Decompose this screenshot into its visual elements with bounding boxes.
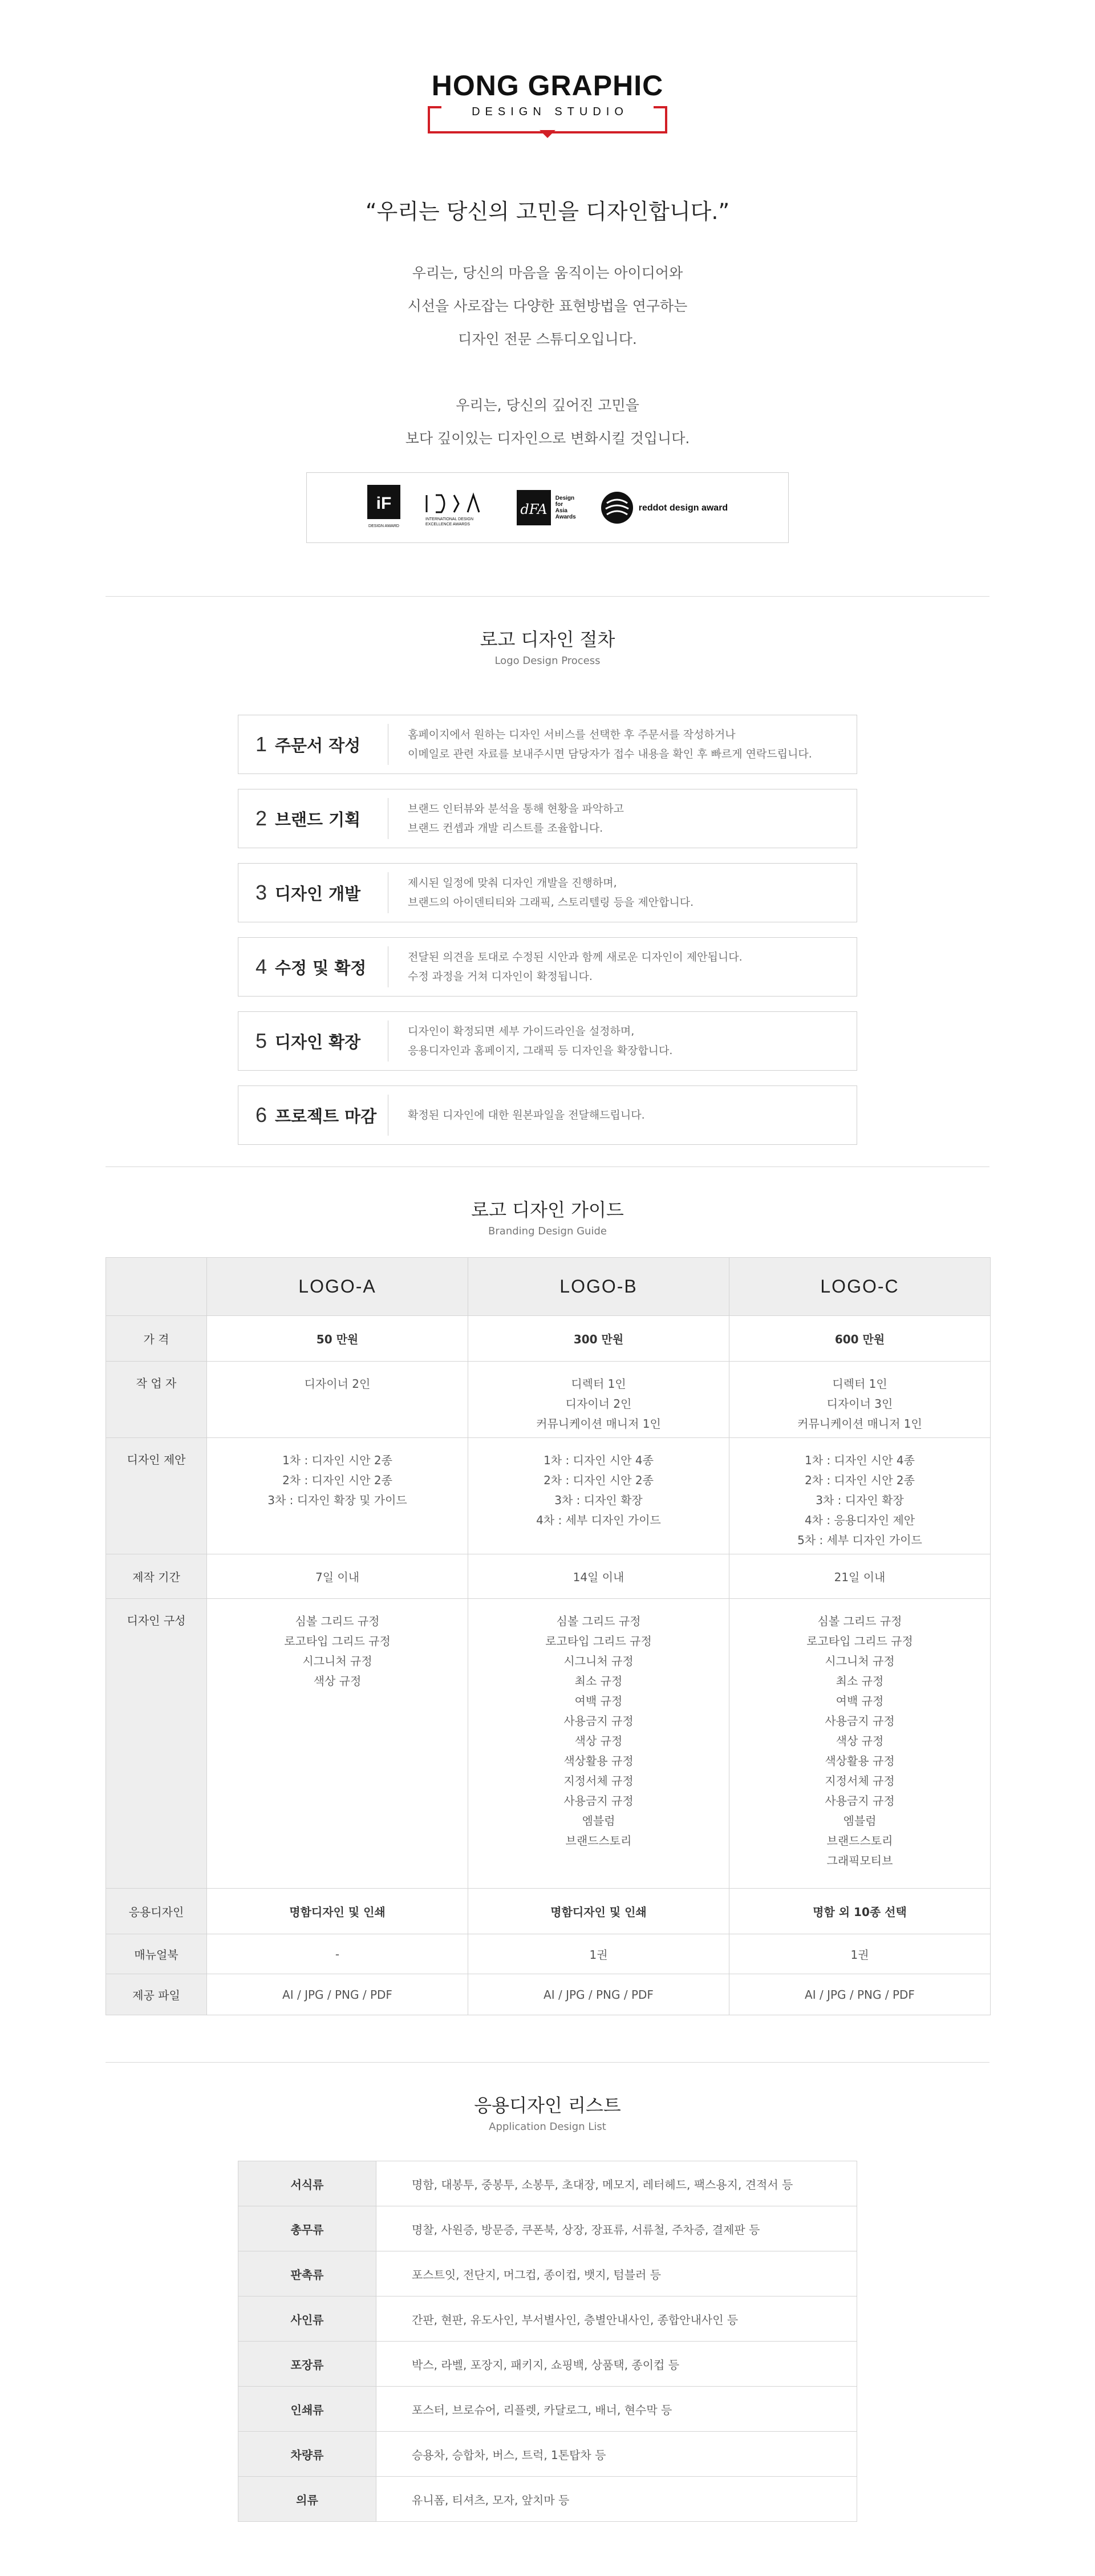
table-row (238, 2251, 857, 2296)
cell-line: 여백 규정 (836, 1694, 884, 1708)
category-items: 유니폼, 티셔츠, 모자, 앞치마 등 (376, 2477, 857, 2522)
guide-header-row (106, 1258, 991, 1316)
intro-line: 디자인 전문 스튜디오입니다. (458, 331, 637, 347)
table-cell (207, 1362, 468, 1438)
step-head (238, 1103, 388, 1127)
cell-line: 사용금지 규정 (563, 1714, 634, 1728)
table-row (106, 1889, 991, 1934)
if-award-icon (367, 485, 400, 530)
hero-intro (0, 257, 1095, 455)
brand-subtitle: DESIGN STUDIO (472, 106, 628, 118)
table-row (238, 2206, 857, 2251)
step-desc-line: 이메일로 관련 자료를 보내주시면 담당자가 접수 내용을 확인 후 빠르게 연락드립니다. (408, 748, 812, 760)
category-label: 총무류 (238, 2206, 376, 2251)
process-step (238, 863, 857, 922)
if-award-logo (367, 485, 400, 530)
svg-text:iF: iF (376, 494, 392, 513)
cell-line: 3차 : 디자인 확장 (816, 1493, 904, 1507)
table-cell: - (207, 1934, 468, 1974)
process-step (238, 715, 857, 774)
step-name: 주문서 작성 (275, 736, 361, 755)
table-cell (729, 1438, 991, 1554)
process-steps (238, 715, 857, 1160)
category-items: 포스터, 브로슈어, 리플렛, 카달로그, 배너, 현수막 등 (376, 2387, 857, 2432)
intro-gap (0, 356, 1095, 389)
table-row (238, 2342, 857, 2387)
cell-line: 디자이너 3인 (826, 1397, 893, 1411)
step-description (388, 799, 624, 838)
step-desc-line: 홈페이지에서 원하는 디자인 서비스를 선택한 후 주문서를 작성하거나 (408, 728, 736, 741)
category-items: 간판, 현판, 유도사인, 부서별사인, 층별안내사인, 종합안내사인 등 (376, 2296, 857, 2342)
dfa-award-icon (517, 488, 551, 528)
guide-title: 로고 디자인 가이드 (471, 1199, 624, 1221)
step-name: 브랜드 기획 (275, 810, 361, 829)
applist-table (238, 2161, 857, 2522)
table-cell (468, 1438, 729, 1554)
guide-corner (106, 1258, 207, 1316)
category-items: 포스트잇, 전단지, 머그컵, 종이컵, 뱃지, 텀블러 등 (376, 2251, 857, 2296)
table-cell (729, 1599, 991, 1889)
reddot-award-logo (600, 491, 728, 525)
guide-subtitle: Branding Design Guide (488, 1225, 607, 1237)
step-desc-line: 수정 과정을 거쳐 디자인이 확정됩니다. (408, 970, 593, 983)
step-desc-line: 전달된 의견을 토대로 수정된 시안과 함께 새로운 디자인이 제안됩니다. (408, 951, 743, 963)
cell-line: 심볼 그리드 규정 (817, 1614, 902, 1628)
step-head (238, 807, 388, 831)
cell-line: 그래픽모티브 (826, 1854, 893, 1868)
category-label: 사인류 (238, 2296, 376, 2342)
cell-line: 4차 : 세부 디자인 가이드 (536, 1513, 661, 1527)
brand-title: HONG GRAPHIC (431, 70, 664, 102)
cell-line: 시그니처 규정 (302, 1654, 372, 1668)
process-step (238, 937, 857, 997)
table-cell: 7일 이내 (207, 1554, 468, 1599)
cell-line: 시그니처 규정 (563, 1654, 634, 1668)
cell-line: 색상 규정 (836, 1734, 884, 1748)
table-cell: 600 만원 (729, 1316, 991, 1362)
table-cell: AI / JPG / PNG / PDF (729, 1974, 991, 2015)
intro-line: 우리는, 당신의 마음을 움직이는 아이디어와 (412, 265, 683, 281)
cell-line: 색상 규정 (313, 1674, 362, 1688)
cell-line: 사용금지 규정 (563, 1794, 634, 1808)
cell-line: 5차 : 세부 디자인 가이드 (797, 1533, 922, 1547)
process-step (238, 789, 857, 848)
category-items: 명찰, 사원증, 방문증, 쿠폰북, 상장, 장표류, 서류철, 주차증, 결제판 등 (376, 2206, 857, 2251)
cell-line: 브랜드스토리 (565, 1834, 632, 1848)
table-cell (729, 1362, 991, 1438)
cell-line: 브랜드스토리 (826, 1834, 893, 1848)
cell-line: 디렉터 1인 (571, 1377, 626, 1391)
cell-line: 커뮤니케이션 매니저 1인 (797, 1417, 922, 1431)
cell-line: 심볼 그리드 규정 (556, 1614, 641, 1628)
table-cell: 명함 외 10종 선택 (729, 1889, 991, 1934)
step-desc-line: 응용디자인과 홈페이지, 그래픽 등 디자인을 확장합니다. (408, 1044, 673, 1057)
cell-line: 3차 : 디자인 확장 및 가이드 (267, 1493, 407, 1507)
step-desc-line: 확정된 디자인에 대한 원본파일을 전달해드립니다. (408, 1109, 645, 1121)
cell-line: 2차 : 디자인 시안 2종 (282, 1473, 392, 1487)
step-number: 1 (256, 732, 267, 756)
table-cell: 300 만원 (468, 1316, 729, 1362)
row-label: 응용디자인 (106, 1889, 207, 1934)
step-desc-line: 디자인이 확정되면 세부 가이드라인을 설정하며, (408, 1025, 635, 1038)
step-number: 6 (256, 1103, 267, 1127)
step-head (238, 732, 388, 756)
cell-line: 1차 : 디자인 시안 4종 (544, 1453, 654, 1467)
process-subtitle: Logo Design Process (494, 655, 601, 667)
cell-line: 지정서체 규정 (563, 1774, 634, 1788)
table-row (106, 1438, 991, 1554)
step-head (238, 881, 388, 905)
awards-box (306, 472, 789, 543)
step-description (388, 1022, 672, 1060)
step-head (238, 1029, 388, 1053)
table-cell: 명함디자인 및 인쇄 (468, 1889, 729, 1934)
brand-frame (428, 103, 667, 136)
step-head (238, 955, 388, 979)
category-label: 판촉류 (238, 2251, 376, 2296)
cell-line: 사용금지 규정 (825, 1714, 895, 1728)
step-description (388, 947, 743, 986)
table-row (106, 1974, 991, 2015)
category-label: 포장류 (238, 2342, 376, 2387)
svg-text:DESIGN AWARD: DESIGN AWARD (368, 524, 399, 528)
row-label: 디자인 제안 (106, 1438, 207, 1554)
step-number: 4 (256, 955, 267, 978)
step-desc-line: 브랜드 인터뷰와 분석을 통해 현황을 파악하고 (408, 803, 624, 815)
category-items: 명함, 대봉투, 중봉투, 소봉투, 초대장, 메모지, 레터헤드, 팩스용지, 견적서 등 (376, 2161, 857, 2206)
row-label: 매뉴얼북 (106, 1934, 207, 1974)
cell-line: 심볼 그리드 규정 (295, 1614, 380, 1628)
step-name: 수정 및 확정 (275, 958, 367, 978)
step-description (388, 873, 694, 912)
table-row (238, 2432, 857, 2477)
table-cell: 50 만원 (207, 1316, 468, 1362)
step-desc-line: 브랜드의 아이덴티티와 그래픽, 스토리텔링 등을 제안합니다. (408, 896, 694, 909)
row-label: 가 격 (106, 1316, 207, 1362)
guide-column-header: LOGO-B (468, 1258, 729, 1316)
table-cell: 21일 이내 (729, 1554, 991, 1599)
cell-line: 엠블럼 (582, 1814, 615, 1828)
category-label: 서식류 (238, 2161, 376, 2206)
applist-subtitle: Application Design List (489, 2121, 606, 2133)
cell-line: 2차 : 디자인 시안 2종 (805, 1473, 915, 1487)
dfa-award-logo (517, 488, 576, 528)
cell-line: 최소 규정 (836, 1674, 884, 1688)
table-row (238, 2161, 857, 2206)
cell-line: 로고타입 그리드 규정 (545, 1634, 652, 1648)
category-label: 인쇄류 (238, 2387, 376, 2432)
guide-column-header: LOGO-C (729, 1258, 991, 1316)
step-number: 5 (256, 1029, 267, 1052)
table-row (238, 2477, 857, 2522)
hero-quote: “우리는 당신의 고민을 디자인합니다.” (365, 199, 730, 224)
cell-line: 디자이너 2인 (565, 1397, 632, 1411)
svg-text:EXCELLENCE AWARDS: EXCELLENCE AWARDS (425, 523, 470, 526)
step-number: 3 (256, 881, 267, 904)
reddot-award-icon (600, 491, 634, 525)
step-name: 디자인 개발 (275, 884, 361, 904)
cell-line: 4차 : 응용디자인 제안 (804, 1513, 915, 1527)
idea-award-icon (424, 485, 493, 530)
intro-line: 우리는, 당신의 깊어진 고민을 (456, 397, 639, 414)
cell-line: 여백 규정 (574, 1694, 623, 1708)
intro-line: 보다 깊이있는 디자인으로 변화시킬 것입니다. (405, 430, 690, 447)
cell-line: 3차 : 디자인 확장 (554, 1493, 643, 1507)
step-desc-line: 브랜드 컨셉과 개발 리스트를 조율합니다. (408, 822, 603, 835)
svg-text:dFA: dFA (520, 501, 548, 517)
category-label: 차량류 (238, 2432, 376, 2477)
table-cell: AI / JPG / PNG / PDF (207, 1974, 468, 2015)
cell-line: 로고타입 그리드 규정 (806, 1634, 913, 1648)
guide-column-header: LOGO-A (207, 1258, 468, 1316)
cell-line: 로고타입 그리드 규정 (284, 1634, 391, 1648)
cell-line: 지정서체 규정 (825, 1774, 895, 1788)
cell-line: 시그니처 규정 (825, 1654, 895, 1668)
process-step (238, 1086, 857, 1145)
table-row (106, 1934, 991, 1974)
cell-line: 1차 : 디자인 시안 4종 (805, 1453, 915, 1467)
table-cell: 명함디자인 및 인쇄 (207, 1889, 468, 1934)
table-row (106, 1554, 991, 1599)
table-cell: 1권 (468, 1934, 729, 1974)
row-label: 작 업 자 (106, 1362, 207, 1438)
cell-line: 2차 : 디자인 시안 2종 (544, 1473, 654, 1487)
guide-table (106, 1257, 991, 2015)
process-title: 로고 디자인 절차 (480, 629, 615, 650)
table-cell (207, 1599, 468, 1889)
step-name: 디자인 확장 (275, 1032, 361, 1052)
step-desc-line: 제시된 일정에 맞춰 디자인 개발을 진행하며, (408, 877, 617, 889)
category-items: 박스, 라벨, 포장지, 패키지, 쇼핑백, 상품택, 종이컵 등 (376, 2342, 857, 2387)
table-row (238, 2387, 857, 2432)
step-description (388, 725, 812, 764)
step-description (388, 1105, 645, 1125)
cell-line: 색상 규정 (574, 1734, 623, 1748)
intro-line: 시선을 사로잡는 다양한 표현방법을 연구하는 (407, 298, 688, 314)
cell-line: 사용금지 규정 (825, 1794, 895, 1808)
table-row (238, 2296, 857, 2342)
table-row (106, 1362, 991, 1438)
table-cell (207, 1438, 468, 1554)
cell-line: 엠블럼 (843, 1814, 877, 1828)
table-cell: 14일 이내 (468, 1554, 729, 1599)
process-step (238, 1011, 857, 1071)
cell-line: 커뮤니케이션 매니저 1인 (536, 1417, 661, 1431)
category-items: 승용차, 승합차, 버스, 트럭, 1톤탑차 등 (376, 2432, 857, 2477)
row-label: 제공 파일 (106, 1974, 207, 2015)
svg-text:INTERNATIONAL DESIGN: INTERNATIONAL DESIGN (425, 517, 473, 521)
brand-logo[interactable] (0, 68, 1095, 136)
table-cell (468, 1599, 729, 1889)
cell-line: 색상활용 규정 (563, 1754, 634, 1768)
applist-title: 응용디자인 리스트 (474, 2095, 621, 2116)
table-cell: 1권 (729, 1934, 991, 1974)
cell-line: 최소 규정 (574, 1674, 623, 1688)
cell-line: 디자이너 2인 (304, 1377, 371, 1391)
step-name: 프로젝트 마감 (275, 1107, 377, 1126)
section-divider (106, 596, 989, 597)
table-row (106, 1316, 991, 1362)
brand-notch-icon (540, 130, 555, 138)
dfa-award-caption: Design for Asia Awards (555, 495, 576, 520)
cell-line: 색상활용 규정 (825, 1754, 895, 1768)
idea-award-logo (424, 485, 493, 530)
section-divider (106, 2062, 989, 2063)
row-label: 디자인 구성 (106, 1599, 207, 1889)
cell-line: 1차 : 디자인 시안 2종 (282, 1453, 392, 1467)
row-label: 제작 기간 (106, 1554, 207, 1599)
table-cell (468, 1362, 729, 1438)
step-number: 2 (256, 807, 267, 830)
reddot-award-caption: reddot design award (638, 503, 728, 513)
table-row (106, 1599, 991, 1889)
cell-line: 디렉터 1인 (832, 1377, 887, 1391)
table-cell: AI / JPG / PNG / PDF (468, 1974, 729, 2015)
category-label: 의류 (238, 2477, 376, 2522)
